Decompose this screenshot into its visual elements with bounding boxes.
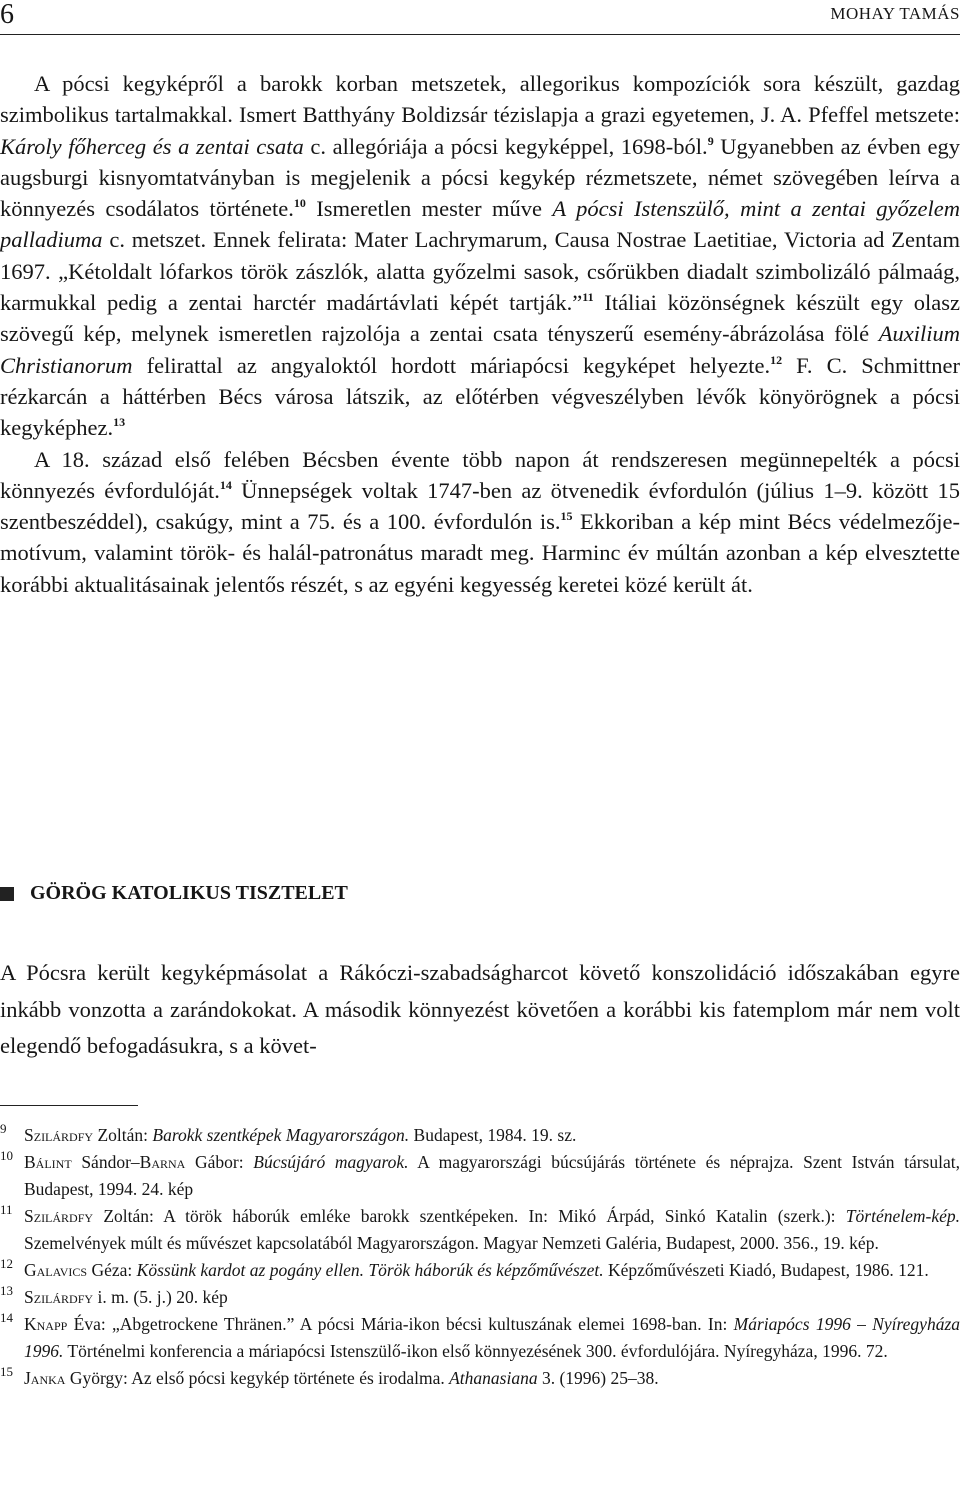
section-paragraph: A Pócsra került kegyképmásolat a Rákóczi-szabadságharcot követő konszolidáció időszakában egyre inkább vonzotta a zarándokokat. A második könnyezést követően a korábbi kis fatemplom már nem volt elegendő befogadásukra, s a követ- — [0, 960, 960, 1058]
author: Bálint — [24, 1152, 72, 1172]
text-run: i. m. (5. j.) 20. kép — [93, 1287, 228, 1307]
section-heading-text: GÖRÖG KATOLIKUS TISZTELET — [30, 882, 348, 904]
footnote-ref: 14 — [219, 477, 232, 492]
author: Knapp — [24, 1314, 68, 1334]
text-run: A pócsi kegyképről a barokk korban metszetek, allegorikus kompozíciók sora készült, gazdag szimbolikus tartalmakkal. Ismert Batthyány Boldizsár tézislapja a grazi egyetemen, J. A. Pfeffel metszete: — [0, 71, 960, 128]
text-run: Ismeretlen mester műve — [305, 196, 553, 222]
footnote-ref: 10 — [293, 196, 306, 211]
footnote-number: 13 — [0, 1283, 13, 1298]
title: Barokk szentképek Magyarországon. — [152, 1125, 410, 1145]
text-run: c. allegóriája a pócsi kegyképpel, 1698-ból. — [303, 133, 708, 159]
footnote-10 — [0, 1149, 960, 1203]
title: Történelem-kép. — [845, 1206, 960, 1226]
footnote-12 — [0, 1257, 960, 1284]
footnote-9 — [0, 1122, 960, 1149]
running-head: MOHAY TAMÁS — [830, 4, 960, 23]
text-run: felirattal az angyaloktól hordott máriapócsi kegyképet helyezte. — [132, 352, 771, 378]
main-text — [0, 68, 960, 600]
author: Galavics — [24, 1260, 88, 1280]
text-run: Budapest, 1984. 19. sz. — [409, 1125, 577, 1145]
footnote-number: 9 — [0, 1121, 7, 1136]
section-heading — [0, 882, 348, 905]
footnote-11 — [0, 1203, 960, 1257]
text-run: Történelmi konferencia a máriapócsi Istenszülő-ikon első könnyezésének 300. évfordulójára. Nyíregyháza, 1996. 72. — [63, 1341, 888, 1361]
footnote-15 — [0, 1365, 960, 1392]
text-run: A magyarországi búcsújárás története és néprajza. Szent István társulat, Budapest, 1994. 24. kép — [24, 1152, 960, 1199]
text-run: F. C. Schmittner rézkarcán a háttérben Bécs városa látszik, az előtérben végveszélyben lévők könyörögnek a pócsi kegyképhez. — [0, 352, 960, 441]
page-header — [0, 0, 960, 35]
text-run: Ekkoriban a kép mint Bécs védelmezője-motívum, valamint török- és halál-patronátus maradt meg. Harminc év múltán azonban a kép elvesztette korábbi aktualitásainak jelentős részét, s az egyéni kegyesség keretei közé került át. — [0, 509, 960, 597]
footnote-number: 11 — [0, 1202, 13, 1217]
footnotes — [0, 1122, 960, 1392]
text-run: 3. (1996) 25–38. — [537, 1368, 659, 1388]
text-run: Itáliai közönségnek készült egy olasz szövegű kép, melynek ismeretlen rajzolója a zentai csata tényszerű esemény-ábrázolása fölé — [0, 290, 960, 347]
title: Athanasiana — [449, 1368, 538, 1388]
footnote-13 — [0, 1284, 960, 1311]
footnote-number: 15 — [0, 1364, 13, 1379]
footnote-ref: 9 — [707, 133, 714, 148]
text-run: Szemelvények múlt és művészet kapcsolatából Magyarországon. Magyar Nemzeti Galéria, Budapest, 2000. 356., 19. kép. — [24, 1233, 879, 1253]
footnote-number: 14 — [0, 1310, 13, 1325]
italic-title: A pócsi Istenszülő, mint a zentai győzelem palladiuma — [0, 196, 960, 253]
title: Kössünk kardot az pogány ellen. Török háborúk és képzőművészet. — [136, 1260, 604, 1280]
text-run: Zoltán: A török háborúk emléke barokk szentképeken. In: Mikó Árpád, Sinkó Katalin (szerk.): — [93, 1206, 846, 1226]
text-run: c. metszet. Ennek felirata: Mater Lachrymarum, Causa Nostrae Laetitiae, Victoria ad Zentam 1697. „Kétoldalt lófarkos török zászlók, alatta győzelmi sasok, csőrükben diadalt szimbolizáló pálmaág, karmukkal pedig a zentai harctér madártávlati képét tartják.” — [0, 227, 960, 316]
text-run: Zoltán: — [93, 1125, 153, 1145]
text-run: Ugyanebben az évben egy augsburgi kisnyomtatványban is megjelenik a pócsi kegykép rézmetszete, német szövegében leírva a könnyezés csodálatos története. — [0, 133, 960, 222]
author: Szilárdfy — [24, 1287, 94, 1307]
author: Janka — [24, 1368, 66, 1388]
text-run: Géza: — [87, 1260, 137, 1280]
footnote-14 — [0, 1311, 960, 1365]
section-text — [0, 955, 960, 1065]
footnote-ref: 13 — [113, 415, 126, 430]
square-bullet-icon — [0, 887, 14, 901]
footnote-ref: 12 — [770, 352, 783, 367]
text-run: Éva: „Abgetrockene Thränen.” A pócsi Mária-ikon bécsi kultuszának elemei 1698-ban. In: — [67, 1314, 734, 1334]
author: Szilárdfy — [24, 1206, 94, 1226]
italic-title: Károly főherceg és a zentai csata — [0, 133, 304, 159]
page-number: 6 — [0, 0, 14, 30]
text-run: Képzőművészeti Kiadó, Budapest, 1986. 121. — [603, 1260, 929, 1280]
author: Barna — [139, 1152, 186, 1172]
text-run: György: Az első pócsi kegykép története és irodalma. — [65, 1368, 450, 1388]
author: Szilárdfy — [24, 1125, 94, 1145]
text-run: Gábor: — [185, 1152, 254, 1172]
title: Búcsújáró magyarok. — [253, 1152, 409, 1172]
footnote-number: 10 — [0, 1148, 13, 1163]
footnote-ref: 15 — [560, 509, 573, 524]
footnote-rule — [0, 1105, 138, 1106]
paragraph-2 — [0, 444, 960, 600]
text-run: Ünnepségek voltak 1747-ben az ötvenedik évfordulón (július 1–9. között 15 szentbeszéddel), csakúgy, mint a 75. és a 100. évfordulón is. — [0, 477, 960, 535]
footnote-ref: 11 — [582, 290, 594, 305]
text-run: Sándor– — [71, 1152, 140, 1172]
text-run: A 18. század első felében Bécsben évente több napon át rendszeresen megünnepelték a pócsi könnyezés évfordulóját. — [0, 446, 960, 503]
italic-title: Auxilium Christianorum — [0, 321, 960, 378]
footnote-number: 12 — [0, 1256, 13, 1271]
paragraph-1 — [0, 68, 960, 444]
title: Máriapócs 1996 – Nyíregyháza 1996. — [24, 1314, 960, 1361]
